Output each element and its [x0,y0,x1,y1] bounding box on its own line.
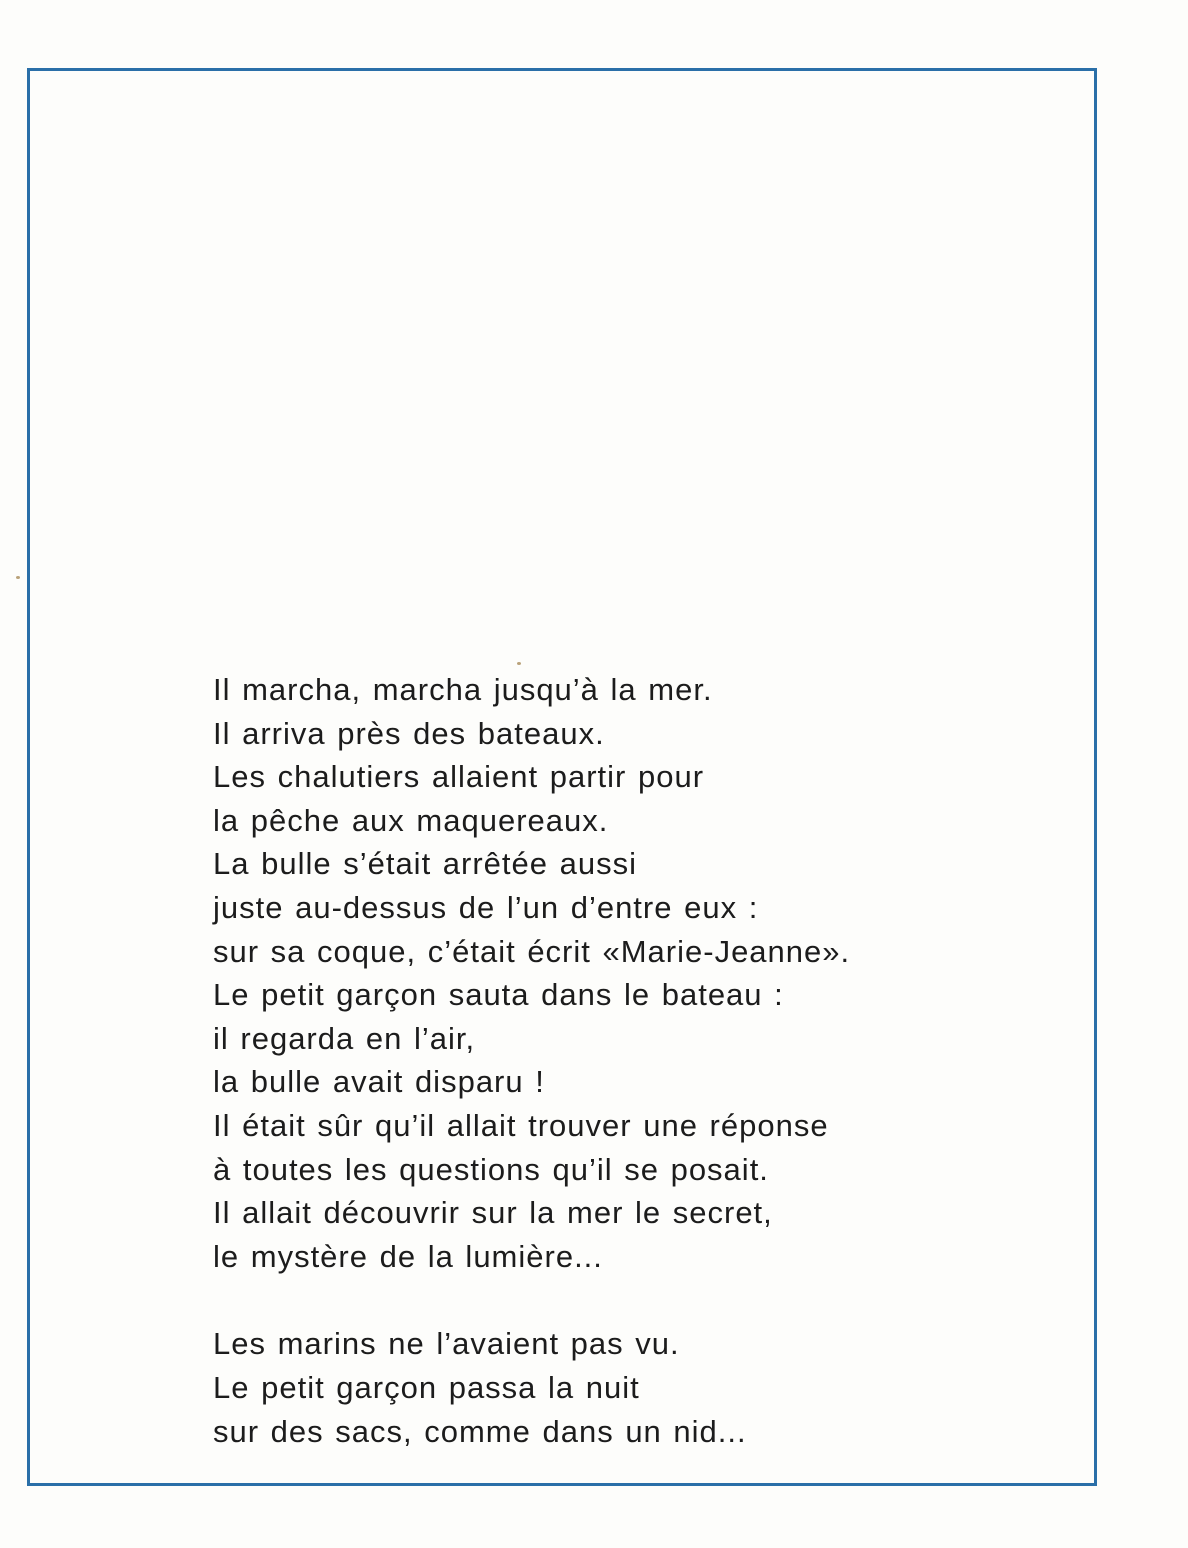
text-line: Le petit garçon passa la nuit [213,1369,640,1405]
stanza-1 [213,668,993,1278]
text-line: Les chalutiers allaient partir pour [213,759,705,795]
text-line: La bulle s’était arrêtée aussi [213,846,638,882]
text-line: Les marins ne l’avaient pas vu. [213,1326,680,1362]
text-line: sur sa coque, c’était écrit «Marie-Jeanne». [213,933,851,969]
text-line: le mystère de la lumière... [213,1238,603,1274]
text-line: la bulle avait disparu ! [213,1064,545,1100]
text-line: sur des sacs, comme dans un nid... [213,1413,747,1449]
text-line: Le petit garçon sauta dans le bateau : [213,977,784,1013]
paper-speck [517,662,521,665]
text-line: Il marcha, marcha jusqu’à la mer. [213,672,713,707]
text-line: juste au-dessus de l’un d’entre eux : [213,889,759,925]
stanza-2 [213,1322,993,1453]
text-line: il regarda en l’air, [213,1020,476,1056]
text-line: la pêche aux maquereaux. [213,802,609,838]
text-line: à toutes les questions qu’il se posait. [213,1151,769,1187]
story-text [213,668,993,1453]
text-line: Il allait découvrir sur la mer le secret, [213,1195,773,1231]
paper-speck [16,576,20,579]
text-line: Il arriva près des bateaux. [213,715,605,751]
text-line: Il était sûr qu’il allait trouver une réponse [213,1107,829,1143]
